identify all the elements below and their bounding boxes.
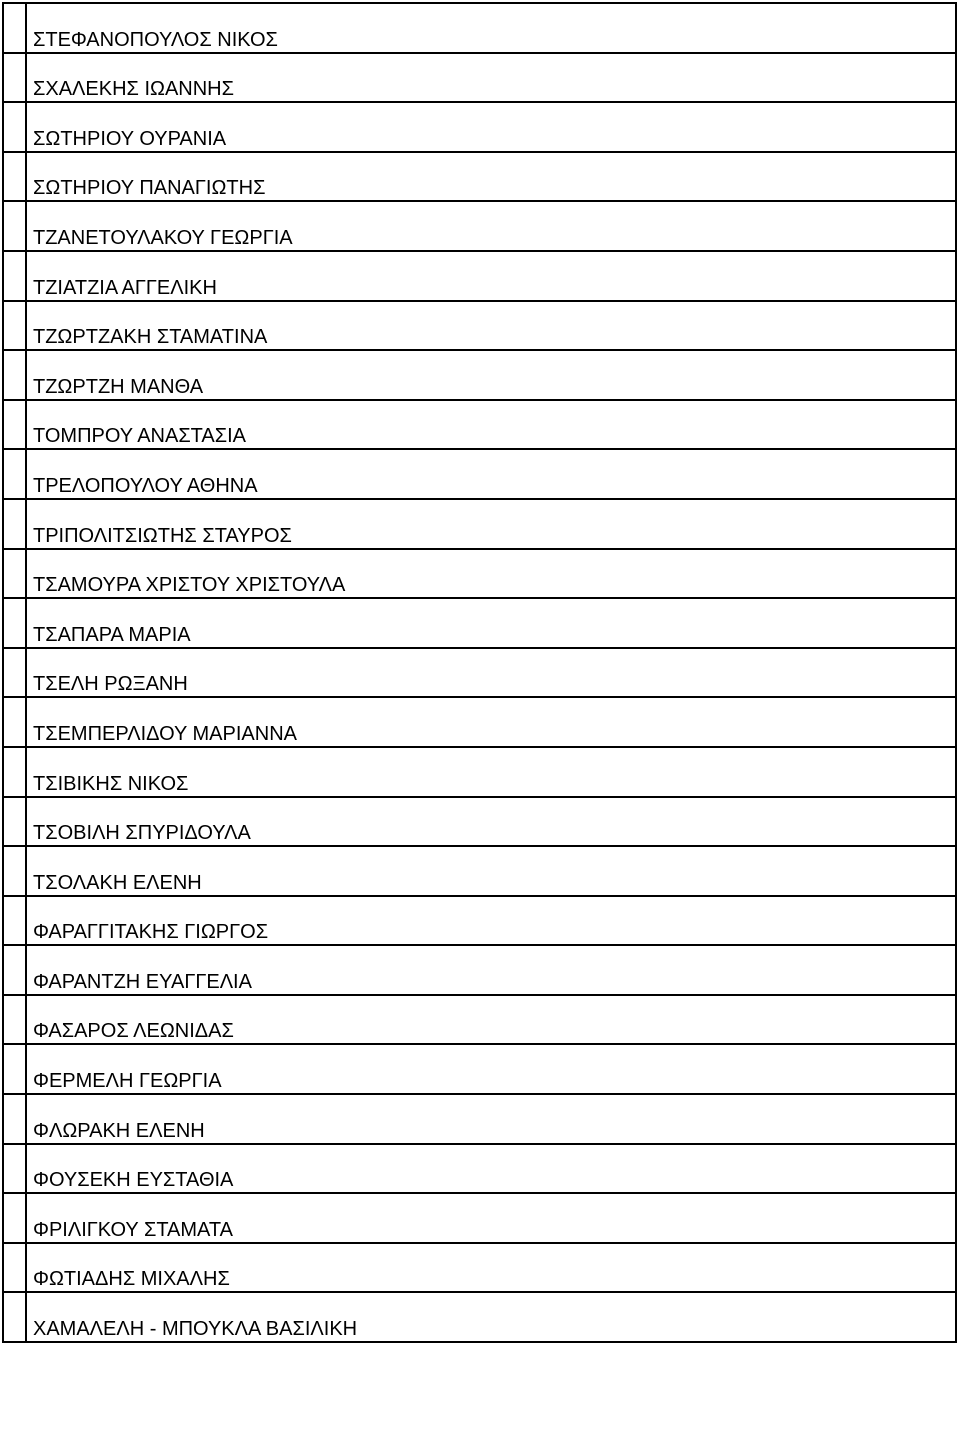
names-table <box>2 2 957 1343</box>
index-cell <box>3 102 26 152</box>
index-cell <box>3 201 26 251</box>
table-row <box>3 697 956 747</box>
table-row <box>3 251 956 301</box>
index-cell <box>3 152 26 202</box>
name-cell: ΦΡΙΛΙΓΚΟΥ ΣΤΑΜΑΤΑ <box>26 1193 956 1243</box>
index-cell <box>3 53 26 103</box>
index-cell <box>3 1292 26 1342</box>
index-cell <box>3 400 26 450</box>
table-row <box>3 499 956 549</box>
table-row <box>3 549 956 599</box>
name-cell: ΤΣΑΜΟΥΡΑ ΧΡΙΣΤΟΥ ΧΡΙΣΤΟΥΛΑ <box>26 549 956 599</box>
table-row <box>3 400 956 450</box>
name-cell: ΤΖΩΡΤΖΑΚΗ ΣΤΑΜΑΤΙΝΑ <box>26 301 956 351</box>
table-row <box>3 1193 956 1243</box>
index-cell <box>3 846 26 896</box>
table-row <box>3 598 956 648</box>
index-cell <box>3 350 26 400</box>
index-cell <box>3 1094 26 1144</box>
name-cell: ΣΧΑΛΕΚΗΣ ΙΩΑΝΝΗΣ <box>26 53 956 103</box>
table-row <box>3 1044 956 1094</box>
name-cell: ΤΣΙΒΙΚΗΣ ΝΙΚΟΣ <box>26 747 956 797</box>
name-cell: ΤΟΜΠΡΟΥ ΑΝΑΣΤΑΣΙΑ <box>26 400 956 450</box>
name-cell: ΦΑΣΑΡΟΣ ΛΕΩΝΙΔΑΣ <box>26 995 956 1045</box>
index-cell <box>3 549 26 599</box>
name-cell: ΤΣΕΜΠΕΡΛΙΔΟΥ ΜΑΡΙΑΝΝΑ <box>26 697 956 747</box>
table-row <box>3 152 956 202</box>
table-row <box>3 3 956 53</box>
name-cell: ΦΑΡΑΓΓΙΤΑΚΗΣ ΓΙΩΡΓΟΣ <box>26 896 956 946</box>
index-cell <box>3 598 26 648</box>
index-cell <box>3 301 26 351</box>
index-cell <box>3 251 26 301</box>
index-cell <box>3 995 26 1045</box>
names-table-body <box>3 3 956 1342</box>
table-row <box>3 53 956 103</box>
name-cell: ΦΩΤΙΑΔΗΣ ΜΙΧΑΛΗΣ <box>26 1243 956 1293</box>
index-cell <box>3 1193 26 1243</box>
index-cell <box>3 747 26 797</box>
table-row <box>3 1094 956 1144</box>
name-cell: ΤΣΕΛΗ ΡΩΞΑΝΗ <box>26 648 956 698</box>
table-row <box>3 1292 956 1342</box>
name-cell: ΤΣΟΛΑΚΗ ΕΛΕΝΗ <box>26 846 956 896</box>
table-row <box>3 846 956 896</box>
name-cell: ΤΡΕΛΟΠΟΥΛΟΥ ΑΘΗΝΑ <box>26 449 956 499</box>
name-cell: ΧΑΜΑΛΕΛΗ - ΜΠΟΥΚΛΑ ΒΑΣΙΛΙΚΗ <box>26 1292 956 1342</box>
index-cell <box>3 797 26 847</box>
index-cell <box>3 3 26 53</box>
name-cell: ΦΟΥΣΕΚΗ ΕΥΣΤΑΘΙΑ <box>26 1144 956 1194</box>
name-cell: ΤΖΑΝΕΤΟΥΛΑΚΟΥ ΓΕΩΡΓΙΑ <box>26 201 956 251</box>
index-cell <box>3 499 26 549</box>
table-row <box>3 648 956 698</box>
table-row <box>3 449 956 499</box>
name-cell: ΣΤΕΦΑΝΟΠΟΥΛΟΣ ΝΙΚΟΣ <box>26 3 956 53</box>
table-row <box>3 945 956 995</box>
name-cell: ΦΑΡΑΝΤΖΗ ΕΥΑΓΓΕΛΙΑ <box>26 945 956 995</box>
name-cell: ΦΕΡΜΕΛΗ ΓΕΩΡΓΙΑ <box>26 1044 956 1094</box>
index-cell <box>3 1144 26 1194</box>
name-cell: ΤΣΟΒΙΛΗ ΣΠΥΡΙΔΟΥΛΑ <box>26 797 956 847</box>
index-cell <box>3 1243 26 1293</box>
name-cell: ΤΖΩΡΤΖΗ ΜΑΝΘΑ <box>26 350 956 400</box>
name-cell: ΤΖΙΑΤΖΙΑ ΑΓΓΕΛΙΚΗ <box>26 251 956 301</box>
table-row <box>3 797 956 847</box>
name-cell: ΣΩΤΗΡΙΟΥ ΟΥΡΑΝΙΑ <box>26 102 956 152</box>
table-row <box>3 301 956 351</box>
table-row <box>3 1144 956 1194</box>
table-row <box>3 747 956 797</box>
table-row <box>3 1243 956 1293</box>
table-row <box>3 350 956 400</box>
table-row <box>3 995 956 1045</box>
name-cell: ΣΩΤΗΡΙΟΥ ΠΑΝΑΓΙΩΤΗΣ <box>26 152 956 202</box>
index-cell <box>3 945 26 995</box>
name-cell: ΤΡΙΠΟΛΙΤΣΙΩΤΗΣ ΣΤΑΥΡΟΣ <box>26 499 956 549</box>
index-cell <box>3 896 26 946</box>
name-cell: ΦΛΩΡΑΚΗ ΕΛΕΝΗ <box>26 1094 956 1144</box>
name-cell: ΤΣΑΠΑΡΑ ΜΑΡΙΑ <box>26 598 956 648</box>
index-cell <box>3 648 26 698</box>
table-row <box>3 201 956 251</box>
index-cell <box>3 449 26 499</box>
table-row <box>3 102 956 152</box>
index-cell <box>3 1044 26 1094</box>
table-row <box>3 896 956 946</box>
index-cell <box>3 697 26 747</box>
